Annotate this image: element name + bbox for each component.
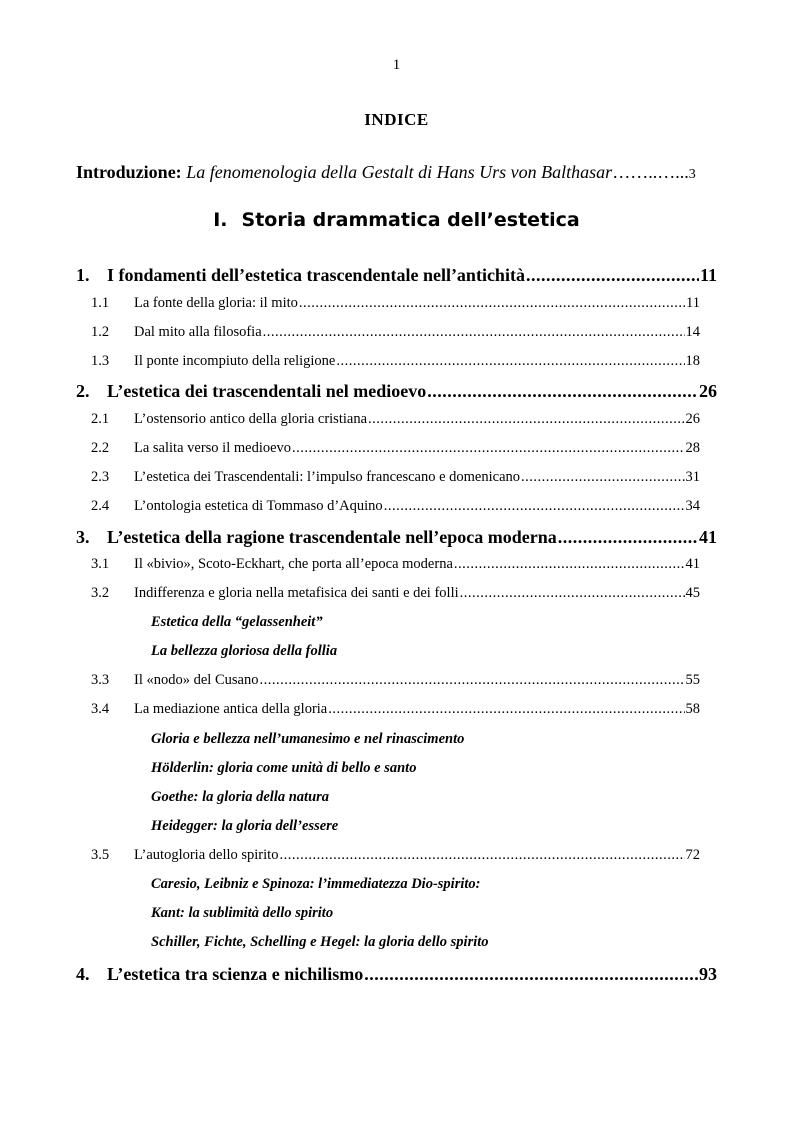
toc-chapter[interactable]: [76, 527, 717, 548]
section-title: La salita verso il medioevo: [134, 440, 292, 456]
chapter-page: 93: [699, 964, 717, 984]
toc-section[interactable]: [91, 440, 700, 457]
toc-chapter[interactable]: [76, 381, 717, 402]
section-number: 2.1: [91, 411, 110, 427]
section-title: Dal mito alla filosofia: [134, 324, 262, 340]
toc-subsection[interactable]: Estetica della “gelassenheit”: [151, 614, 323, 630]
introduction-dots: ……..…...: [612, 162, 689, 182]
toc-section[interactable]: [91, 295, 700, 312]
section-number: 2.3: [91, 469, 110, 485]
section-title: L’ontologia estetica di Tommaso d’Aquino: [134, 498, 383, 514]
dot-leader: [558, 527, 698, 548]
toc-section[interactable]: [91, 469, 700, 486]
toc-chapter[interactable]: [76, 964, 717, 985]
chapter-title: L’estetica tra scienza e nichilismo: [107, 964, 364, 984]
toc-subsection[interactable]: Schiller, Fichte, Schelling e Hegel: la gloria dello spirito: [151, 934, 489, 950]
toc-section[interactable]: [91, 847, 700, 864]
introduction-page: 3: [688, 167, 696, 182]
chapter-title: L’estetica dei trascendentali nel medioevo: [107, 381, 427, 401]
section-title: Il «bivio», Scoto-Eckhart, che porta all’epoca moderna: [134, 556, 453, 572]
section-title: La fonte della gloria: il mito: [134, 295, 298, 311]
section-page: 58: [685, 701, 700, 717]
chapter-number: 1.: [76, 265, 90, 285]
introduction-label: Introduzione:: [76, 162, 182, 182]
chapter-page: 41: [699, 527, 717, 547]
chapter-page: 11: [699, 265, 717, 285]
part-number: I.: [213, 209, 228, 231]
toc-subsection[interactable]: La bellezza gloriosa della follia: [151, 643, 338, 659]
toc-section[interactable]: [91, 672, 700, 689]
section-page: 55: [685, 672, 700, 688]
toc-subsection[interactable]: Goethe: la gloria della natura: [151, 789, 330, 805]
section-number: 2.2: [91, 440, 110, 456]
section-number: 1.2: [91, 324, 110, 340]
dot-leader: [279, 847, 684, 864]
dot-leader: [299, 295, 685, 312]
chapter-number: 4.: [76, 964, 90, 984]
introduction-entry[interactable]: [76, 162, 696, 183]
toc-subsection[interactable]: Heidegger: la gloria dell’essere: [151, 818, 339, 834]
chapter-title: L’estetica della ragione trascendentale nell’epoca moderna: [107, 527, 557, 547]
toc-chapter[interactable]: [76, 265, 717, 286]
dot-leader: [336, 353, 684, 370]
section-page: 72: [685, 847, 700, 863]
section-title: L’autogloria dello spirito: [134, 847, 279, 863]
dot-leader: [384, 498, 685, 515]
toc-section[interactable]: [91, 324, 700, 341]
section-number: 1.3: [91, 353, 110, 369]
introduction-title: La fenomenologia della Gestalt di Hans Urs von Balthasar: [186, 162, 613, 182]
index-title: INDICE: [364, 110, 429, 129]
section-title: La mediazione antica della gloria: [134, 701, 328, 717]
toc-section[interactable]: [91, 498, 700, 515]
dot-leader: [368, 411, 684, 428]
dot-leader: [454, 556, 685, 573]
toc-subsection[interactable]: Hölderlin: gloria come unità di bello e santo: [151, 760, 417, 776]
chapter-page: 26: [699, 381, 717, 401]
section-number: 3.4: [91, 701, 110, 717]
page-number: 1: [392, 57, 401, 73]
dot-leader: [521, 469, 684, 486]
dot-leader: [328, 701, 684, 718]
dot-leader: [259, 672, 684, 689]
section-number: 3.2: [91, 585, 110, 601]
section-page: 41: [685, 556, 700, 572]
dot-leader: [460, 585, 685, 602]
section-number: 3.3: [91, 672, 110, 688]
dot-leader: [263, 324, 685, 341]
part-title: Storia drammatica dell’estetica: [241, 209, 580, 231]
dot-leader: [292, 440, 684, 457]
part-heading: [0, 209, 793, 231]
section-number: 2.4: [91, 498, 110, 514]
dot-leader: [526, 265, 699, 286]
toc-subsection[interactable]: Gloria e bellezza nell’umanesimo e nel rinascimento: [151, 731, 465, 747]
section-page: 26: [685, 411, 700, 427]
toc-section[interactable]: [91, 411, 700, 428]
section-page: 28: [685, 440, 700, 456]
chapter-title: I fondamenti dell’estetica trascendentale nell’antichità: [107, 265, 525, 285]
toc-subsection[interactable]: Kant: la sublimità dello spirito: [151, 905, 334, 921]
section-page: 34: [685, 498, 700, 514]
section-title: Il ponte incompiuto della religione: [134, 353, 336, 369]
section-number: 3.5: [91, 847, 110, 863]
toc-section[interactable]: [91, 353, 700, 370]
section-title: Il «nodo» del Cusano: [134, 672, 259, 688]
toc-section[interactable]: [91, 556, 700, 573]
dot-leader: [427, 381, 698, 402]
dot-leader: [364, 964, 698, 985]
section-title: L’ostensorio antico della gloria cristiana: [134, 411, 368, 427]
section-page: 11: [686, 295, 700, 311]
section-page: 31: [685, 469, 700, 485]
section-title: Indifferenza e gloria nella metafisica dei santi e dei folli: [134, 585, 459, 601]
section-page: 14: [685, 324, 700, 340]
toc-section[interactable]: [91, 701, 700, 718]
chapter-number: 3.: [76, 527, 90, 547]
section-page: 18: [685, 353, 700, 369]
section-page: 45: [685, 585, 700, 601]
chapter-number: 2.: [76, 381, 90, 401]
toc-section[interactable]: [91, 585, 700, 602]
toc-subsection[interactable]: Caresio, Leibniz e Spinoza: l’immediatezza Dio-spirito:: [151, 876, 481, 892]
section-title: L’estetica dei Trascendentali: l’impulso francescano e domenicano: [134, 469, 521, 485]
section-number: 3.1: [91, 556, 110, 572]
section-number: 1.1: [91, 295, 110, 311]
